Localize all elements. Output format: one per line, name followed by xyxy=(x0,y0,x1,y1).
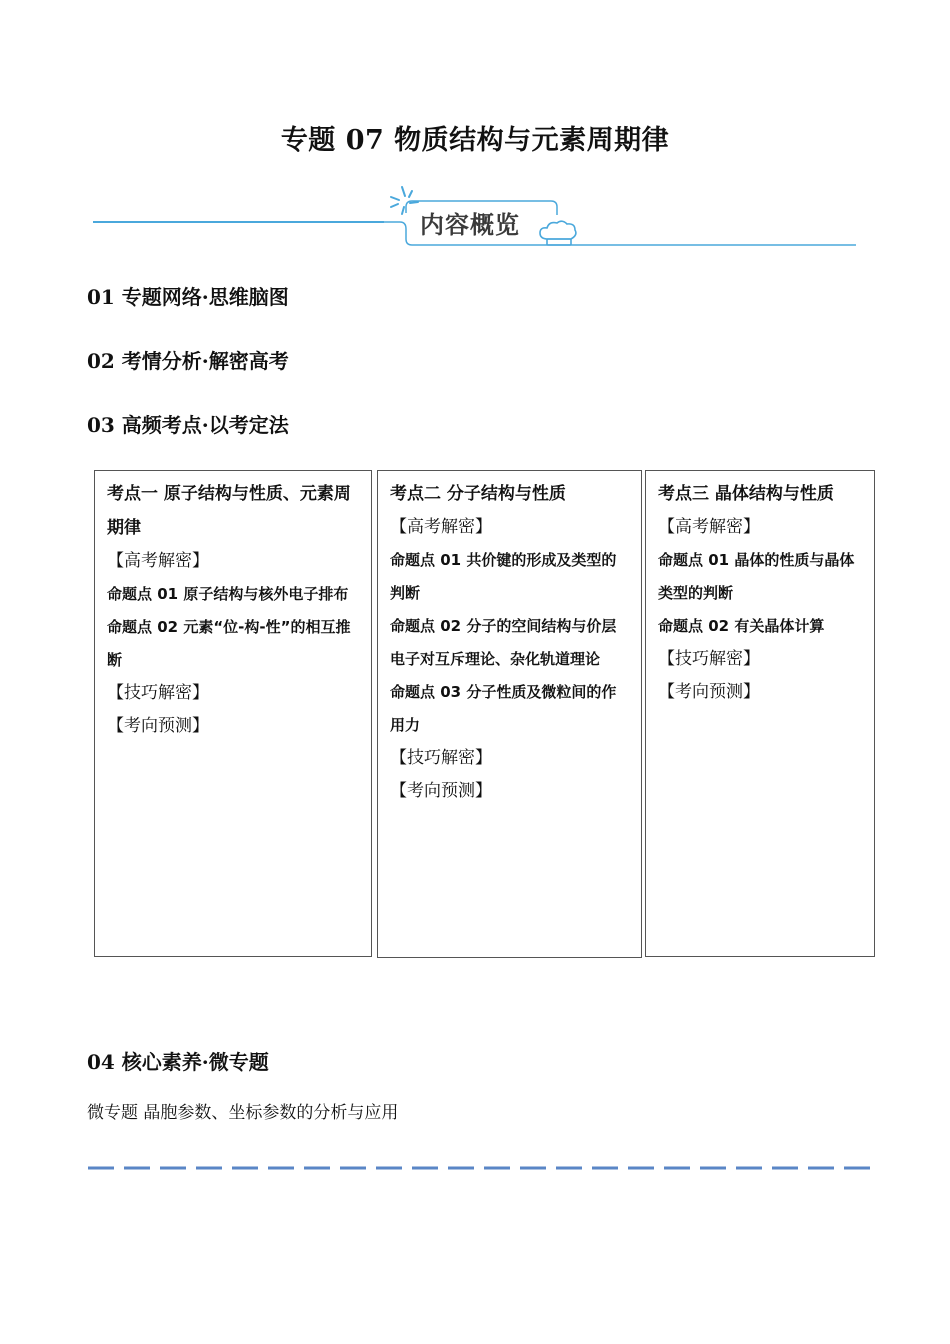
topic-heading: 考点二 分子结构与性质 xyxy=(390,484,566,504)
banner-label: 内容概览 xyxy=(420,211,520,239)
proposition-item: 命题点 03 分子性质及微粒间的作用力 xyxy=(390,683,617,734)
topic-box-2 xyxy=(377,470,642,958)
proposition-item: 命题点 01 共价键的形成及类型的判断 xyxy=(390,551,617,602)
tag-trend-forecast: 【考向预测】 xyxy=(658,682,760,702)
proposition-item: 命题点 01 原子结构与核外电子排布 xyxy=(107,585,349,603)
tag-trend-forecast: 【考向预测】 xyxy=(390,781,492,801)
tag-skill-decode: 【技巧解密】 xyxy=(390,748,492,768)
topic-box-1 xyxy=(94,470,372,957)
tag-exam-decode: 【高考解密】 xyxy=(107,551,209,571)
proposition-item: 命题点 01 晶体的性质与晶体类型的判断 xyxy=(658,551,855,602)
micro-topic-text: 微专题 晶胞参数、坐标参数的分析与应用 xyxy=(87,1103,399,1123)
proposition-item: 命题点 02 元素“位-构-性”的相互推断 xyxy=(107,618,351,669)
dashed-divider xyxy=(88,1163,872,1173)
tag-skill-decode: 【技巧解密】 xyxy=(658,649,760,669)
topic-heading: 考点三 晶体结构与性质 xyxy=(658,484,834,504)
tag-trend-forecast: 【考向预测】 xyxy=(107,716,209,736)
section-heading-2: 02 考情分析·解密高考 xyxy=(87,349,289,373)
tag-skill-decode: 【技巧解密】 xyxy=(107,683,209,703)
tag-exam-decode: 【高考解密】 xyxy=(658,517,760,537)
section-heading-4: 04 核心素养·微专题 xyxy=(87,1050,269,1074)
topic-box-3 xyxy=(645,470,875,957)
page-title: 专题 07 物质结构与元素周期律 xyxy=(280,125,670,156)
tag-exam-decode: 【高考解密】 xyxy=(390,517,492,537)
proposition-item: 命题点 02 分子的空间结构与价层电子对互斥理论、杂化轨道理论 xyxy=(390,617,617,668)
proposition-item: 命题点 02 有关晶体计算 xyxy=(658,617,825,635)
topic-heading: 考点一 原子结构与性质、元素周期律 xyxy=(107,484,351,538)
section-heading-3: 03 高频考点·以考定法 xyxy=(87,413,289,437)
chef-hat-icon xyxy=(540,221,576,245)
section-heading-1: 01 专题网络·思维脑图 xyxy=(87,285,289,309)
